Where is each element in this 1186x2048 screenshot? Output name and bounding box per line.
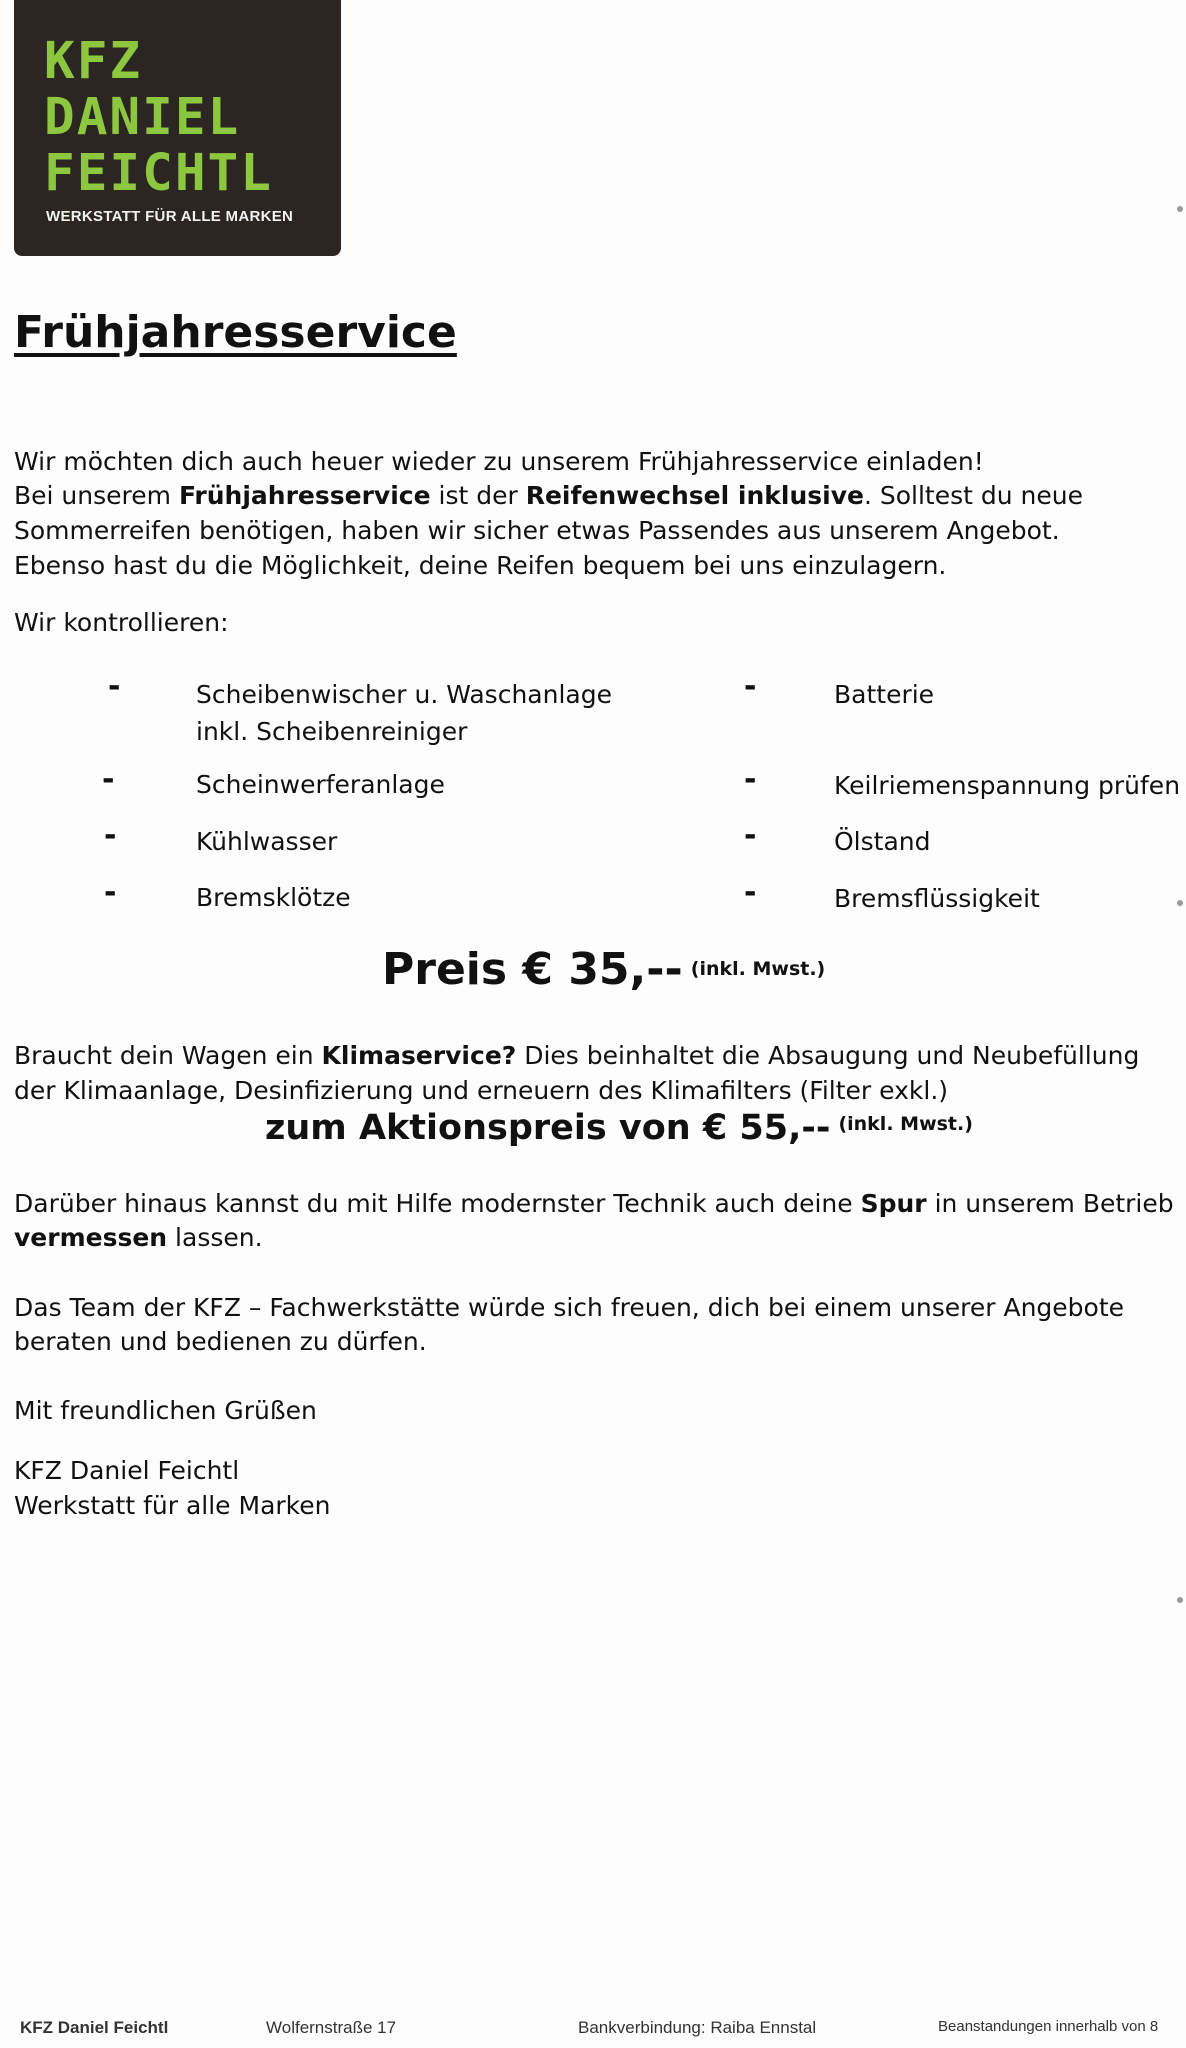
logo-tagline: WERKSTATT FÜR ALLE MARKEN	[46, 208, 294, 225]
klima-offer-price: zum Aktionspreis von € 55,-- $^{(inkl. Mwst.)}$	[265, 1108, 973, 1148]
company-logo	[14, 0, 341, 256]
intro-line-2: Bei unserem Frühjahresservice ist der Reifenwechsel inklusive. Solltest du neue	[14, 481, 1083, 510]
bullet-dash: -	[744, 875, 757, 910]
scan-speck	[1177, 206, 1183, 212]
bullet-dash: -	[104, 818, 117, 853]
check-item-brake-fluid: Bremsflüssigkeit	[834, 884, 1040, 913]
team-line-1: Das Team der KFZ – Fachwerkstätte würde sich freuen, dich bei einem unserer Angebote	[14, 1293, 1125, 1322]
bullet-dash: -	[744, 762, 757, 797]
bullet-dash: -	[102, 762, 115, 797]
check-item-wiper: Scheibenwischer u. Waschanlage inkl. Scheibenreiniger	[196, 680, 612, 746]
bullet-dash: -	[744, 818, 757, 853]
logo-line-daniel: DANIEL	[44, 88, 241, 147]
bullet-dash: -	[108, 669, 121, 704]
intro-line-1: Wir möchten dich auch heuer wieder zu unserem Frühjahresservice einladen!	[14, 447, 984, 476]
check-item-oil-level: Ölstand	[834, 827, 931, 856]
spur-line-2: vermessen lassen.	[14, 1223, 263, 1252]
signature-name: KFZ Daniel Feichtl	[14, 1456, 240, 1485]
footer-bank: Bankverbindung: Raiba Ennstal	[578, 2018, 817, 2037]
scan-speck	[1177, 900, 1183, 906]
service-price: Preis € 35,-- (inkl. Mwst.)	[382, 944, 826, 995]
intro-line-3: Sommerreifen benötigen, haben wir sicher etwas Passendes aus unserem Angebot.	[14, 516, 1060, 545]
team-line-2: beraten und bedienen zu dürfen.	[14, 1327, 427, 1356]
check-item-brake-pads: Bremsklötze	[196, 883, 351, 912]
check-item-headlights: Scheinwerferanlage	[196, 770, 445, 799]
signature-subtitle: Werkstatt für alle Marken	[14, 1491, 331, 1520]
footer-street: Wolfernstraße 17	[266, 2018, 397, 2037]
footer-company: KFZ Daniel Feichtl	[20, 2018, 169, 2037]
check-item-battery: Batterie	[834, 680, 935, 709]
check-item-coolant: Kühlwasser	[196, 827, 338, 856]
bullet-dash: -	[104, 875, 117, 910]
logo-line-kfz: KFZ	[44, 32, 143, 91]
bullet-dash: -	[744, 669, 757, 704]
spur-line-1: Darüber hinaus kannst du mit Hilfe modernster Technik auch deine Spur in unserem Betrieb	[14, 1189, 1174, 1218]
document-title: Frühjahresservice	[14, 307, 457, 358]
check-item-belt-tension: Keilriemenspannung prüfen	[834, 771, 1181, 800]
klima-line-1: Braucht dein Wagen ein Klimaservice? Dies beinhaltet die Absaugung und Neubefüllung	[14, 1041, 1140, 1070]
closing-greeting: Mit freundlichen Grüßen	[14, 1396, 317, 1425]
scan-speck	[1177, 1597, 1183, 1603]
intro-line-4: Ebenso hast du die Möglichkeit, deine Reifen bequem bei uns einzulagern.	[14, 551, 947, 580]
footer-notice: Beanstandungen innerhalb von 8	[938, 2018, 1159, 2035]
checks-heading: Wir kontrollieren:	[14, 608, 229, 637]
logo-line-feichtl: FEICHTL	[44, 144, 273, 203]
klima-line-2: der Klimaanlage, Desinfizierung und erneuern des Klimafilters (Filter exkl.)	[14, 1076, 949, 1105]
